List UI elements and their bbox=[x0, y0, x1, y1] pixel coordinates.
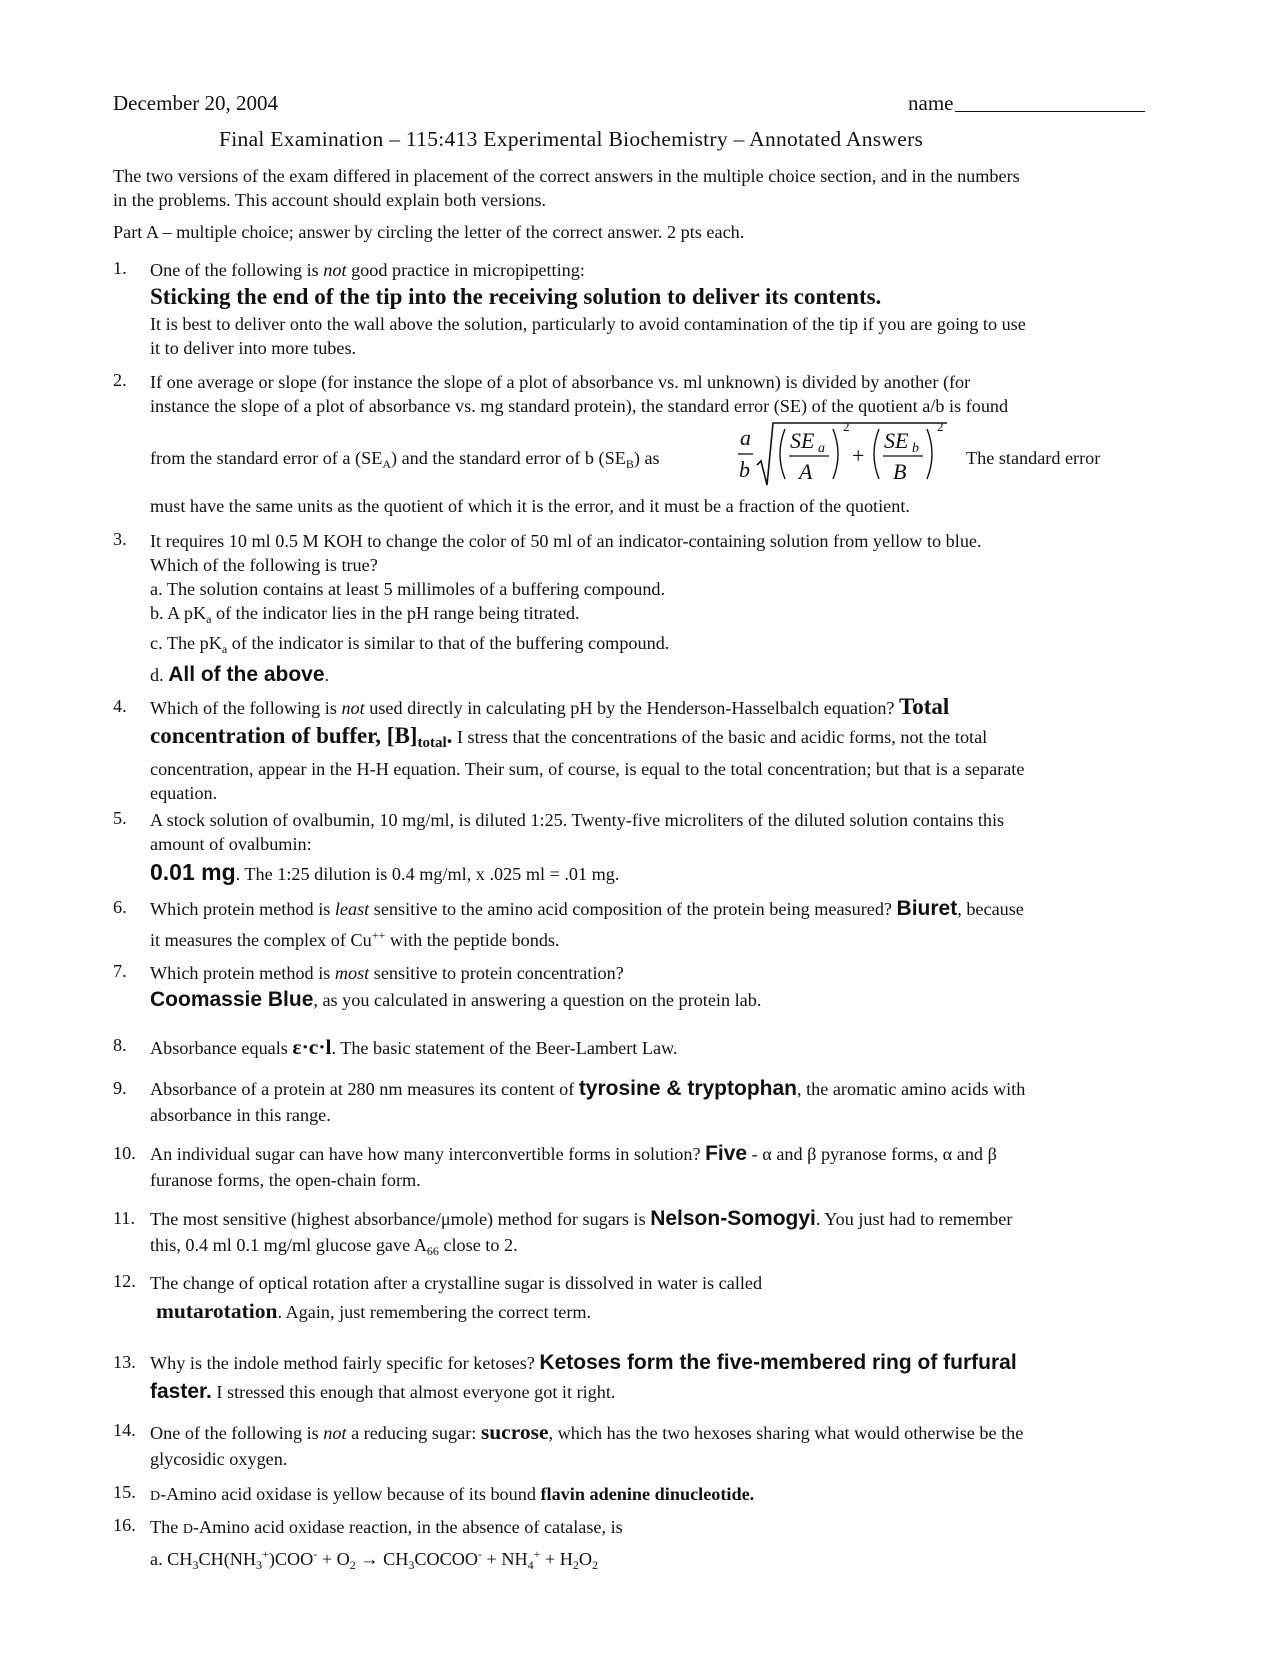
formula-A: A bbox=[799, 459, 813, 484]
name-field bbox=[908, 91, 1145, 116]
q13-number: 13. bbox=[113, 1352, 136, 1372]
exam-date: December 20, 2004 bbox=[113, 91, 279, 115]
q15-number: 15. bbox=[113, 1482, 136, 1502]
question-6: Which protein method is least sensitive to the amino acid composition of the protein being measured? Biuret, because it measures the complex of Cu++ with the peptide bonds. bbox=[150, 897, 1024, 950]
question-2: If one average or slope (for instance the slope of a plot of absorbance vs. ml unknown) is divided by another (for instance the slope of a plot of absorbance vs. mg standard protein), the standard error (SE) of the quotient a/b is found bbox=[150, 372, 1009, 416]
question-4: Which of the following is not used directly in calculating pH by the Henderson-Hasselbalch equation? Total concentration of buffer, $[B]_{total}$. I stress that the concentrations of the basic and acidic forms, not the total concentration, appear in the H-H equation. Their sum, of course, is equal to the total concentration; but that is a separate equation. bbox=[150, 694, 1025, 803]
q7-answer: Coomassie Blue bbox=[150, 988, 314, 1011]
q11-number: 11. bbox=[113, 1208, 136, 1228]
q2-line-4: must have the same units as the quotient of which it is the error, and it must be a fraction of the quotient. bbox=[150, 496, 910, 516]
q1-number: 1. bbox=[113, 258, 127, 278]
question-5: A stock solution of ovalbumin, 10 mg/ml, is diluted 1:25. Twenty-five microliters of the diluted solution contains this amount of ovalbumin: 0.01 mg. The 1:25 dilution is 0.4 mg/ml, x .025 ml = .01 mg. bbox=[150, 810, 1005, 885]
q3-answer: All of the above bbox=[168, 663, 325, 686]
q4-answer-part-2: concentration of buffer, $[B]_{total}$. bbox=[150, 723, 453, 751]
question-8: Absorbance equals ε·c·l. The basic statement of the Beer-Lambert Law. bbox=[150, 1035, 678, 1059]
q3-option-d: d. All of the above. bbox=[150, 663, 330, 686]
question-16: The D-Amino acid oxidase reaction, in the absence of catalase, is a. $CH_3CH(NH_3^+)COO^- + O_2$ → $CH_3COCOO^- + NH_4^+ + H_2O_2$ bbox=[150, 1515, 1160, 1577]
q4-answer-part-1: Total bbox=[899, 694, 950, 719]
q10-answer: Five bbox=[705, 1142, 748, 1165]
formula-b: b bbox=[739, 457, 750, 482]
q3-option-c: c. The $pK_a$ of the indicator is similar to that of the buffering compound. bbox=[150, 633, 670, 656]
formula-exp-2: 2 bbox=[937, 419, 944, 434]
question-10: An individual sugar can have how many interconvertible forms in solution? Five - α and β pyranose forms, α and β furanose forms, the open-chain form. bbox=[150, 1142, 997, 1190]
q5-answer: 0.01 mg bbox=[150, 859, 236, 885]
q6-number: 6. bbox=[113, 897, 127, 917]
part-a-instructions: Part A – multiple choice; answer by circling the letter of the correct answer. 2 pts each. bbox=[113, 222, 745, 242]
name-underline bbox=[955, 93, 1145, 112]
q11-answer: Nelson-Somogyi bbox=[650, 1207, 816, 1230]
q16-number: 16. bbox=[113, 1515, 136, 1535]
exam-title: Final Examination – 115:413 Experimental Biochemistry – Annotated Answers bbox=[219, 127, 924, 151]
question-9: Absorbance of a protein at 280 nm measures its content of tyrosine & tryptophan, the aromatic amino acids with absorbance in this range. bbox=[150, 1077, 1026, 1125]
q13-answer-part-2: faster. bbox=[150, 1380, 212, 1403]
q2-number: 2. bbox=[113, 370, 127, 390]
question-14: One of the following is not a reducing sugar: sucrose, which has the two hexoses sharing what would otherwise be the glycosidic oxygen. bbox=[150, 1420, 1024, 1469]
question-1: One of the following is not good practice in micropipetting: Sticking the end of the tip into the receiving solution to deliver its contents. It is best to deliver onto the wall above the solution, particularly to avoid contamination of the tip if you are going to use it to deliver into more tubes. bbox=[150, 258, 1160, 360]
q15-answer: flavin adenine dinucleotide. bbox=[540, 1484, 755, 1504]
formula-sub-b: b bbox=[912, 441, 919, 456]
formula-plus: + bbox=[852, 443, 865, 468]
question-7: Which protein method is most sensitive to protein concentration? Coomassie Blue, as you calculated in answering a question on the protein lab. bbox=[150, 963, 762, 1011]
q14-number: 14. bbox=[113, 1420, 136, 1440]
q8-number: 8. bbox=[113, 1035, 127, 1055]
question-11: The most sensitive (highest absorbance/μmole) method for sugars is Nelson-Somogyi. You just had to remember this, 0.4 ml 0.1 mg/ml glucose gave $A_{66}$ close to 2. bbox=[150, 1207, 1013, 1258]
q6-answer: Biuret bbox=[896, 897, 958, 920]
formula-a: a bbox=[740, 425, 751, 450]
q9-answer: tyrosine & tryptophan bbox=[578, 1077, 797, 1100]
q12-answer: mutarotation bbox=[156, 1299, 278, 1323]
question-13: Why is the indole method fairly specific for ketoses? Ketoses form the five-membered ring of furfural faster. I stressed this enough that almost everyone got it right. bbox=[150, 1351, 1017, 1403]
q3-option-a: a. The solution contains at least 5 millimoles of a buffering compound. bbox=[150, 579, 666, 599]
q14-answer: sucrose bbox=[480, 1420, 549, 1444]
q10-number: 10. bbox=[113, 1143, 136, 1163]
q3-option-b: b. A $pK_a$ of the indicator lies in the pH range being titrated. bbox=[150, 603, 580, 626]
q13-answer-part-1: Ketoses form the five-membered ring of furfural bbox=[539, 1351, 1017, 1374]
intro-line-2: in the problems. This account should explain both versions. bbox=[113, 190, 547, 210]
formula-se-b: SE bbox=[884, 428, 909, 453]
formula-se-a: SE bbox=[790, 428, 815, 453]
q7-number: 7. bbox=[113, 961, 127, 981]
q2-after-formula: The standard error bbox=[966, 448, 1101, 468]
question-3: It requires 10 ml 0.5 M KOH to change the color of 50 ml of an indicator-containing solution from yellow to blue. Which of the following is true? a. The solution contains at least 5 millimoles of a buffering compound. b. A $pK_a$ of the indicator lies in the pH range being titrated. c. The $pK_a$ of the indicator is similar to that of the buffering compound. d. All of the above. bbox=[150, 529, 1160, 689]
formula-sub-a: a bbox=[818, 441, 825, 456]
name-label: name bbox=[908, 91, 954, 115]
q9-number: 9. bbox=[113, 1078, 127, 1098]
q2-line-3: from the standard error of a $(SE_A)$ and the standard error of b $(SE_B)$ as bbox=[150, 448, 660, 471]
q8-answer: ε·c·l bbox=[292, 1035, 332, 1059]
q3-number: 3. bbox=[113, 529, 127, 549]
intro-line-1: The two versions of the exam differed in placement of the correct answers in the multiple choice section, and in the numbers bbox=[113, 166, 1020, 186]
formula-exp-1: 2 bbox=[843, 419, 850, 434]
question-15: D-Amino acid oxidase is yellow because of its bound flavin adenine dinucleotide. bbox=[150, 1484, 755, 1504]
q5-number: 5. bbox=[113, 808, 127, 828]
q1-answer: Sticking the end of the tip into the receiving solution to deliver its contents. bbox=[150, 284, 882, 309]
q16-equation-a: a. $CH_3CH(NH_3^+)COO^- + O_2$ → $CH_3COCOO^- + NH_4^+ + H_2O_2$ bbox=[150, 1547, 599, 1572]
question-12: The change of optical rotation after a crystalline sugar is dissolved in water is called mutarotation. Again, just remembering the correct term. bbox=[150, 1273, 763, 1323]
formula-B: B bbox=[893, 459, 907, 484]
standard-error-formula bbox=[735, 413, 955, 493]
q12-number: 12. bbox=[113, 1271, 136, 1291]
q4-number: 4. bbox=[113, 696, 127, 716]
